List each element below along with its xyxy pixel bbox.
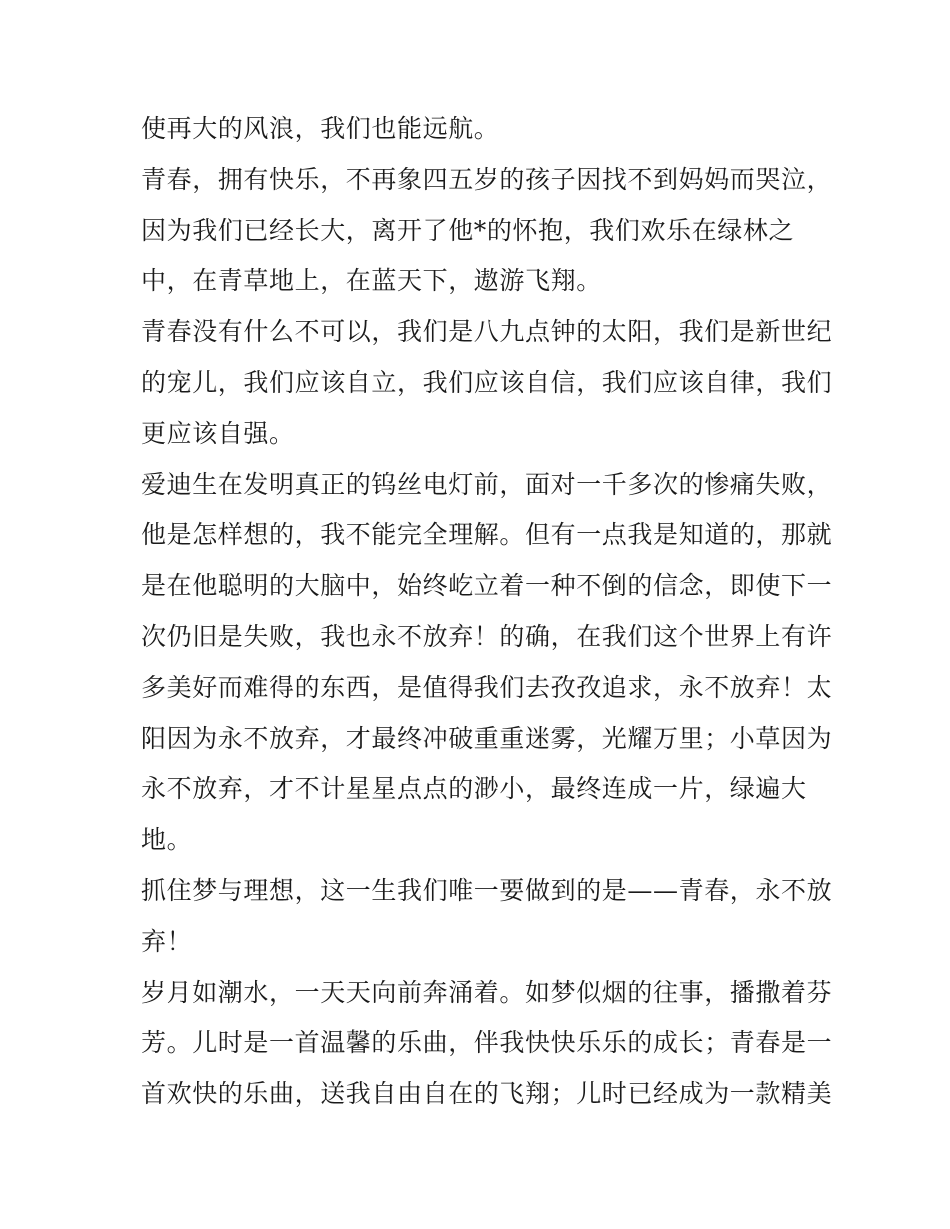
text-line: 使再大的风浪，我们也能远航。 — [141, 114, 500, 143]
text-line: 青春，拥有快乐，不再象四五岁的孩子因找不到妈妈而哭泣， — [141, 164, 833, 194]
text-line: 阳因为永不放弃，才最终冲破重重迷雾，光耀万里；小草因为 — [141, 723, 833, 753]
text-line: 抓住梦与理想，这一生我们唯一要做到的是——青春，永不放 — [141, 875, 833, 905]
text-line: 中，在青草地上，在蓝天下，遨游飞翔。 — [141, 266, 602, 296]
text-line: 因为我们已经长大，离开了他*的怀抱，我们欢乐在绿林之 — [141, 215, 795, 245]
document-body — [141, 104, 833, 1120]
text-line: 更应该自强。 — [141, 418, 295, 448]
text-line: 多美好而难得的东西，是值得我们去孜孜追求，永不放弃！太 — [141, 672, 833, 702]
text-line: 弃！ — [141, 926, 193, 956]
text-line: 青春没有什么不可以，我们是八九点钟的太阳，我们是新世纪 — [141, 317, 833, 347]
text-line: 爱迪生在发明真正的钨丝电灯前，面对一千多次的惨痛失败， — [141, 469, 833, 499]
text-line: 他是怎样想的，我不能完全理解。但有一点我是知道的，那就 — [141, 520, 833, 550]
text-line: 永不放弃，才不计星星点点的渺小，最终连成一片，绿遍大 — [141, 774, 807, 804]
text-line: 次仍旧是失败，我也永不放弃！的确，在我们这个世界上有许 — [141, 621, 833, 651]
text-line: 的宠儿，我们应该自立，我们应该自信，我们应该自律，我们 — [141, 367, 833, 397]
text-line: 是在他聪明的大脑中，始终屹立着一种不倒的信念，即使下一 — [141, 571, 833, 601]
text-line: 芳。儿时是一首温馨的乐曲，伴我快快乐乐的成长；青春是一 — [141, 1028, 833, 1058]
text-line: 地。 — [141, 825, 193, 855]
text-line: 岁月如潮水，一天天向前奔涌着。如梦似烟的往事，播撒着芬 — [141, 977, 833, 1007]
text-line: 首欢快的乐曲，送我自由自在的飞翔；儿时已经成为一款精美 — [141, 1079, 833, 1109]
